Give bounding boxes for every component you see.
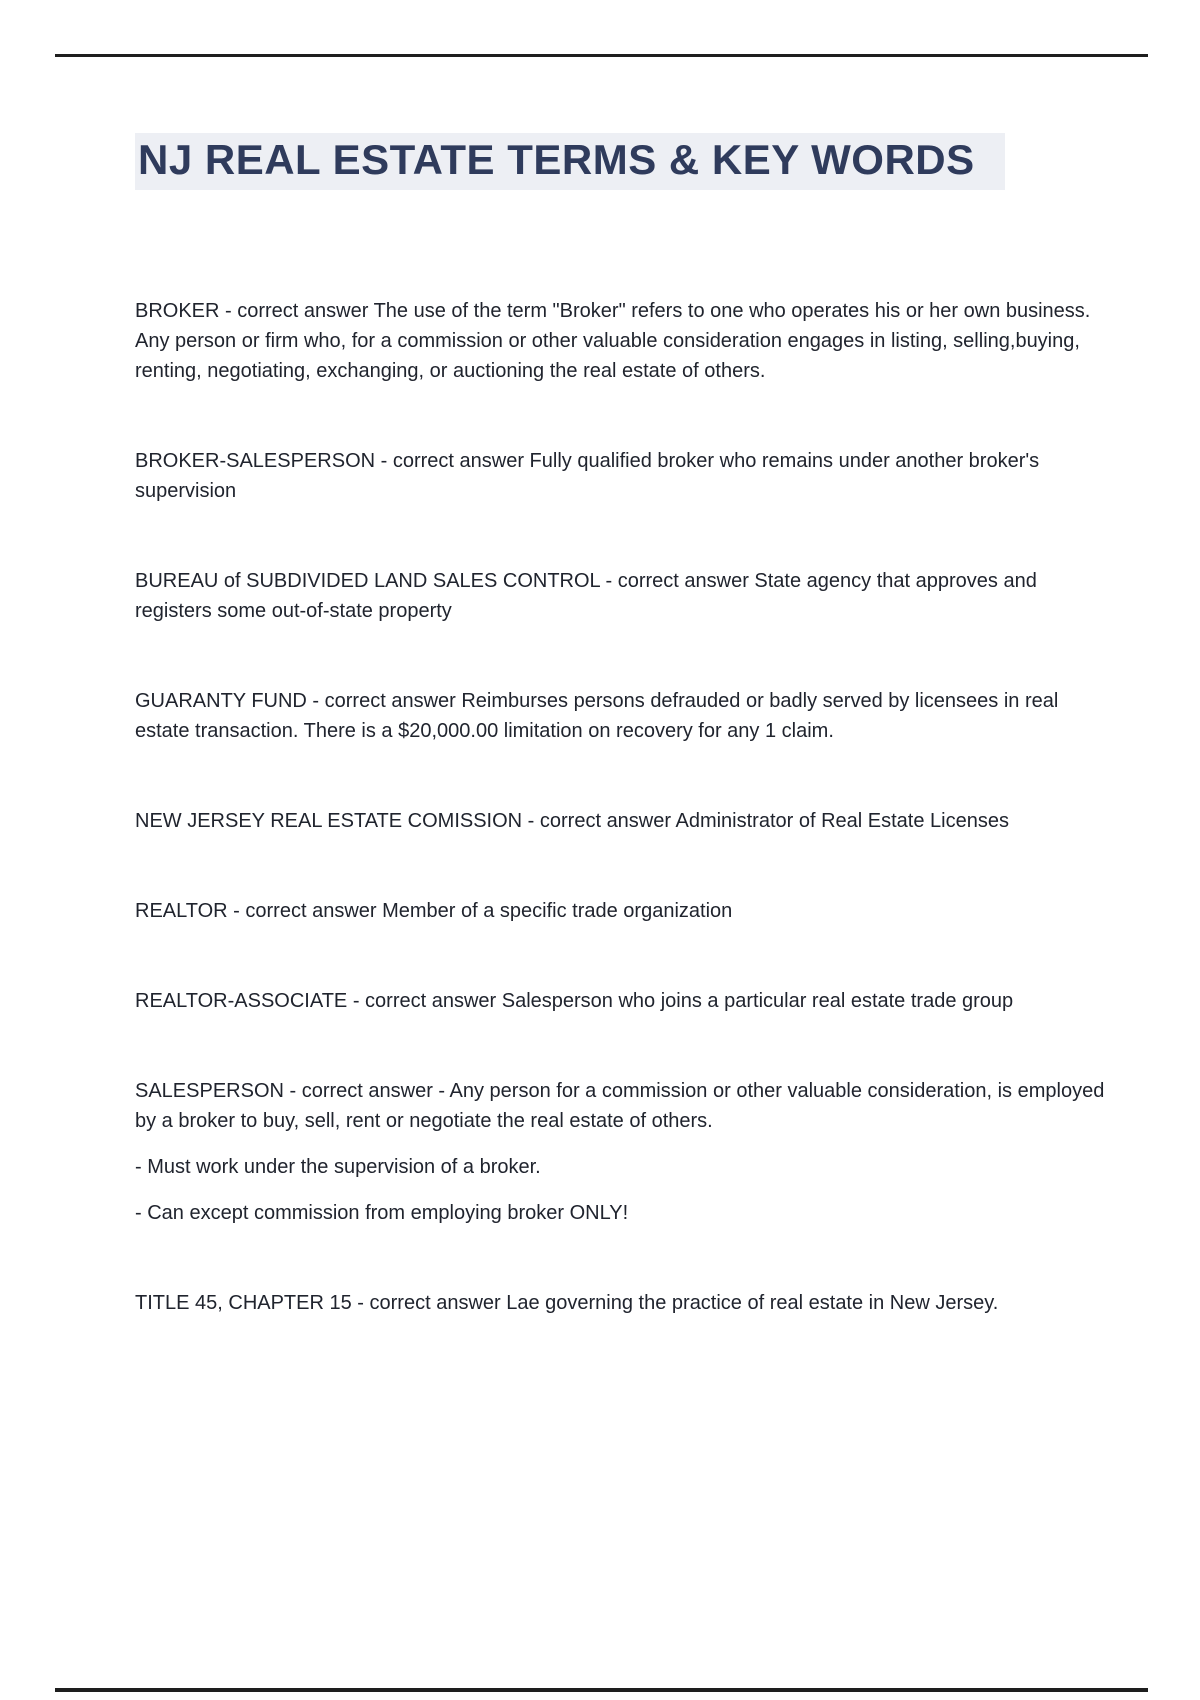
term-entry-nj-real-estate-commission: [135, 806, 1115, 836]
term-paragraph: REALTOR-ASSOCIATE - correct answer Salesperson who joins a particular real estate trade group: [135, 990, 1014, 1012]
term-paragraph: - Must work under the supervision of a broker.: [135, 1156, 541, 1178]
top-divider: [55, 54, 1148, 57]
bottom-divider: [55, 1688, 1148, 1692]
term-paragraph: GUARANTY FUND - correct answer Reimburses persons defrauded or badly served by licensees in real estate transaction. There is a $20,000.00 limitation on recovery for any 1 claim.: [135, 690, 1059, 742]
term-paragraph: BROKER-SALESPERSON - correct answer Fully qualified broker who remains under another broker's supervision: [135, 450, 1040, 502]
term-entry-broker-salesperson: [135, 446, 1115, 506]
page-title: NJ REAL ESTATE TERMS & KEY WORDS: [135, 133, 1005, 190]
term-entry-broker: [135, 296, 1115, 386]
term-paragraph: REALTOR - correct answer Member of a specific trade organization: [135, 900, 733, 922]
term-paragraph: - Can except commission from employing broker ONLY!: [135, 1202, 629, 1224]
term-entry-bureau-subdivided-land: [135, 566, 1115, 626]
document-content: [135, 133, 1115, 1378]
terms-list: [135, 296, 1115, 1318]
term-entry-salesperson: [135, 1076, 1115, 1228]
term-paragraph: SALESPERSON - correct answer - Any person for a commission or other valuable consideration, is employed by a broker to buy, sell, rent or negotiate the real estate of others.: [135, 1080, 1105, 1132]
term-entry-realtor: [135, 896, 1115, 926]
term-entry-title-45-chapter-15: [135, 1288, 1115, 1318]
term-paragraph: TITLE 45, CHAPTER 15 - correct answer Lae governing the practice of real estate in New Jersey.: [135, 1292, 999, 1314]
term-paragraph: NEW JERSEY REAL ESTATE COMISSION - correct answer Administrator of Real Estate Licenses: [135, 810, 1009, 832]
term-entry-realtor-associate: [135, 986, 1115, 1016]
term-entry-guaranty-fund: [135, 686, 1115, 746]
term-paragraph: BUREAU of SUBDIVIDED LAND SALES CONTROL - correct answer State agency that approves and registers some out-of-state property: [135, 570, 1037, 622]
term-paragraph: BROKER - correct answer The use of the term "Broker" refers to one who operates his or her own business. Any person or firm who, for a commission or other valuable consideration engages in listing, selling,buying, renting, negotiating, exchanging, or auctioning the real estate of others.: [135, 300, 1091, 382]
